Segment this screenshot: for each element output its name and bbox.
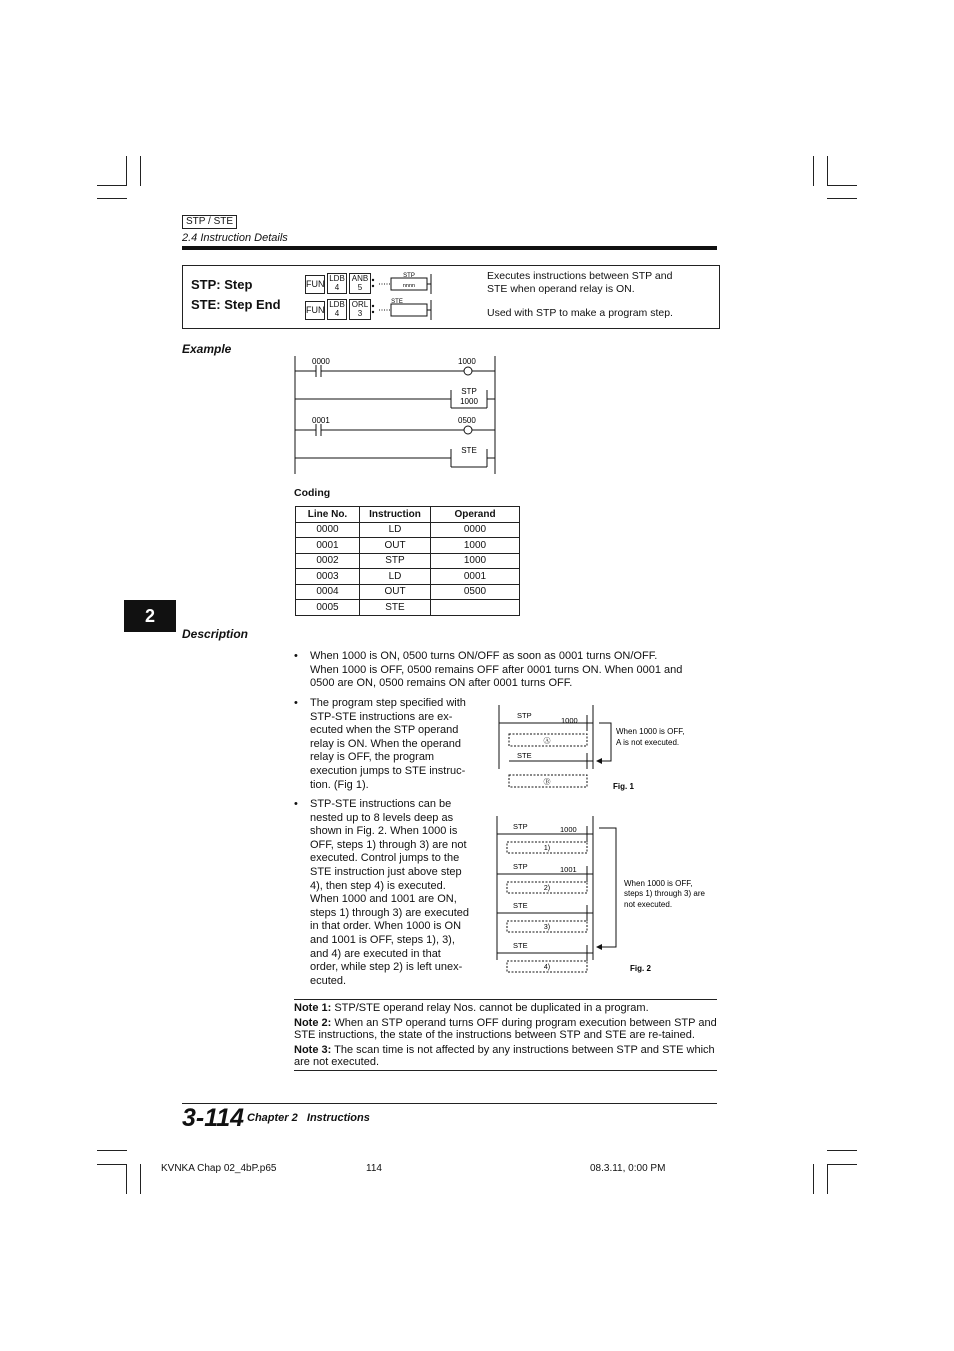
page-number: 3-114 xyxy=(182,1104,245,1132)
key-anb-stp-bot: 5 xyxy=(357,283,363,292)
b2-line: ecuted when the STP operand xyxy=(310,724,459,737)
key-ldb-ste-bot: 4 xyxy=(334,309,340,318)
bullet-2: • xyxy=(294,697,298,709)
note-3 xyxy=(294,1044,717,1068)
notes-block xyxy=(294,999,717,1071)
note-1 xyxy=(294,1002,717,1014)
cell-operand xyxy=(431,600,520,616)
sym-stp-operand: nnnn xyxy=(402,283,416,289)
col-operand: Operand xyxy=(431,507,520,523)
note-1-text: STP/STE operand relay Nos. cannot be duplicated in a program. xyxy=(331,1002,649,1014)
b1-line: When 1000 is OFF, 0500 remains OFF after 0001 turns ON. When 0001 and xyxy=(310,663,683,676)
cell-instr: LD xyxy=(360,569,431,585)
note-3-label: Note 3: xyxy=(294,1044,332,1056)
fig2-step1: 1) xyxy=(543,845,551,852)
cell-line: 0005 xyxy=(296,600,360,616)
key-ldb-stp-bot: 4 xyxy=(334,283,340,292)
cell-instr: OUT xyxy=(360,584,431,600)
fig2-stp1-label: STP xyxy=(513,822,528,831)
stp-label: STP xyxy=(461,387,477,396)
b3-line: shown in Fig. 2. When 1000 is xyxy=(310,825,458,838)
bullet-1-text xyxy=(310,650,682,691)
bullet-3: • xyxy=(294,798,298,810)
coding-table xyxy=(295,506,520,616)
title-stp: STP: Step xyxy=(191,277,253,292)
b2-line: The program step specified with xyxy=(310,697,466,709)
header-tag: STP / STE xyxy=(182,215,237,229)
fig1-ste-label: STE xyxy=(517,751,532,760)
table-row xyxy=(296,600,520,616)
b2-line: execution jumps to STE instruc- xyxy=(310,764,466,777)
b3-line: and 1001 is OFF, steps 1), 3), xyxy=(310,933,455,946)
fig2-ste2-label: STE xyxy=(513,941,528,950)
b3-line: STP-STE instructions can be xyxy=(310,798,452,810)
fig2-caption: Fig. 2 xyxy=(630,964,651,973)
cell-line: 0000 xyxy=(296,522,360,538)
fig1-block-a: Ⓐ xyxy=(543,738,551,745)
cell-operand: 0000 xyxy=(431,522,520,538)
key-anb-stp-top: ANB xyxy=(351,274,369,283)
key-ldb-ste xyxy=(327,299,347,320)
cell-instr: STE xyxy=(360,600,431,616)
fig2-step3: 3) xyxy=(543,924,551,931)
b3-line: steps 1) through 3) are executed xyxy=(310,906,469,919)
section-title: 2.4 Instruction Details xyxy=(182,232,288,244)
b2-line: relay is OFF, the program xyxy=(310,751,435,764)
note-2 xyxy=(294,1017,717,1041)
fig2-note-2: steps 1) through 3) are xyxy=(624,889,705,898)
example-ladder-diagram xyxy=(288,352,508,482)
title-ste: STE: Step End xyxy=(191,297,281,312)
cell-instr: LD xyxy=(360,522,431,538)
description-heading: Description xyxy=(182,627,249,641)
b3-line: OFF, steps 1) through 3) are not xyxy=(310,838,467,851)
chapter-text: Chapter 2 Instructions xyxy=(247,1112,370,1124)
key-orl-ste-bot: 3 xyxy=(357,309,363,318)
key-fun-ste: FUN xyxy=(305,301,325,320)
stp-operand: 1000 xyxy=(460,397,478,406)
cell-instr: STP xyxy=(360,553,431,569)
b1-line: 0500 are ON, 0500 remains ON after 0001 turns OFF. xyxy=(310,677,573,690)
note-2-text: When an STP operand turns OFF during program execution between STP and STE instructions, the state of the instructions between STP and STE are re-tained. xyxy=(294,1017,717,1041)
cell-instr: OUT xyxy=(360,538,431,554)
fig2-step4: 4) xyxy=(543,964,551,971)
b3-line: nested up to 8 levels deep as xyxy=(310,811,454,824)
fig1-block-b: Ⓑ xyxy=(543,779,551,786)
cell-operand: 1000 xyxy=(431,553,520,569)
coil-0500: 0500 xyxy=(458,416,476,425)
sym-ste-label: STE xyxy=(391,299,403,305)
note-1-label: Note 1: xyxy=(294,1002,332,1014)
table-row xyxy=(296,538,520,554)
contact-0001: 0001 xyxy=(312,416,330,425)
desc-ste: Used with STP to make a program step. xyxy=(487,307,673,319)
b3-line: STE instruction just above step xyxy=(310,865,462,878)
fig1-stp-operand: 1000 xyxy=(561,716,578,725)
b3-line: and 4) are executed in that xyxy=(310,947,441,960)
b2-line: STP-STE instructions are ex- xyxy=(310,710,453,723)
chapter-tab: 2 xyxy=(124,600,176,632)
b3-line: When 1000 and 1001 are ON, xyxy=(310,893,457,906)
sym-stp-label: STP xyxy=(403,273,415,279)
contact-0000: 0000 xyxy=(312,357,330,366)
fig1-note-1: When 1000 is OFF, xyxy=(616,727,685,736)
slug-date: 08.3.11, 0:00 PM xyxy=(590,1163,666,1174)
note-2-label: Note 2: xyxy=(294,1017,332,1029)
instruction-box xyxy=(182,265,720,329)
table-row xyxy=(296,584,520,600)
key-ldb-stp-top: LDB xyxy=(329,274,345,283)
cell-operand: 1000 xyxy=(431,538,520,554)
key-orl-ste-top: ORL xyxy=(351,300,369,309)
b3-line: 4), then step 4) is executed. xyxy=(310,879,446,892)
cell-line: 0002 xyxy=(296,553,360,569)
cell-operand: 0500 xyxy=(431,584,520,600)
b2-line: relay is ON. When the operand xyxy=(310,737,462,750)
key-ldb-stp xyxy=(327,273,347,294)
fig2-stp2-label: STP xyxy=(513,862,528,871)
fig2-ste1-label: STE xyxy=(513,901,528,910)
bullet-1: • xyxy=(294,650,298,662)
b3-line: order, while step 2) is left unex- xyxy=(310,961,463,974)
slug-file: KVNKA Chap 02_4bP.p65 xyxy=(161,1163,277,1174)
key-fun-stp: FUN xyxy=(305,275,325,294)
key-orl-ste xyxy=(349,299,371,320)
fig2-stp1-operand: 1000 xyxy=(560,825,577,834)
instruction-symbols xyxy=(369,266,439,328)
table-row xyxy=(296,569,520,585)
key-anb-stp xyxy=(349,273,371,294)
cell-line: 0001 xyxy=(296,538,360,554)
b1-line: When 1000 is ON, 0500 turns ON/OFF as soon as 0001 turns ON/OFF. xyxy=(310,650,658,662)
col-line-no: Line No. xyxy=(296,507,360,523)
table-row xyxy=(296,553,520,569)
fig1-caption: Fig. 1 xyxy=(613,782,634,791)
coil-1000: 1000 xyxy=(458,357,476,366)
ste-label: STE xyxy=(461,446,477,455)
header-rule xyxy=(182,246,717,250)
fig2-note-3: not executed. xyxy=(624,900,673,909)
desc-stp-2: STE when operand relay is ON. xyxy=(487,283,635,295)
table-row xyxy=(296,522,520,538)
slug-page: 114 xyxy=(366,1163,382,1174)
fig2-stp2-operand: 1001 xyxy=(560,865,577,874)
fig2-diagram xyxy=(493,812,718,977)
b3-line: in that order. When 1000 is ON xyxy=(310,920,462,933)
cell-line: 0003 xyxy=(296,569,360,585)
fig1-note-2: A is not executed. xyxy=(616,738,680,747)
cell-line: 0004 xyxy=(296,584,360,600)
footer-rule xyxy=(182,1103,717,1104)
b3-line: executed. Control jumps to the xyxy=(310,852,460,865)
fig2-note-1: When 1000 is OFF, xyxy=(624,879,693,888)
fig2-step2: 2) xyxy=(543,885,551,892)
bullet-2-text xyxy=(310,697,466,792)
bullet-3-text xyxy=(310,798,469,988)
fig1-diagram xyxy=(495,703,710,798)
key-ldb-ste-top: LDB xyxy=(329,300,345,309)
b2-line: tion. (Fig 1). xyxy=(310,778,369,791)
note-3-text: The scan time is not affected by any instructions between STP and STE which are not executed. xyxy=(294,1044,715,1068)
b3-line: ecuted. xyxy=(310,974,347,987)
desc-stp-1: Executes instructions between STP and xyxy=(487,270,673,282)
coding-label: Coding xyxy=(294,487,331,499)
fig1-stp-label: STP xyxy=(517,711,532,720)
cell-operand: 0001 xyxy=(431,569,520,585)
example-heading: Example xyxy=(182,342,232,356)
col-instruction: Instruction xyxy=(360,507,431,523)
